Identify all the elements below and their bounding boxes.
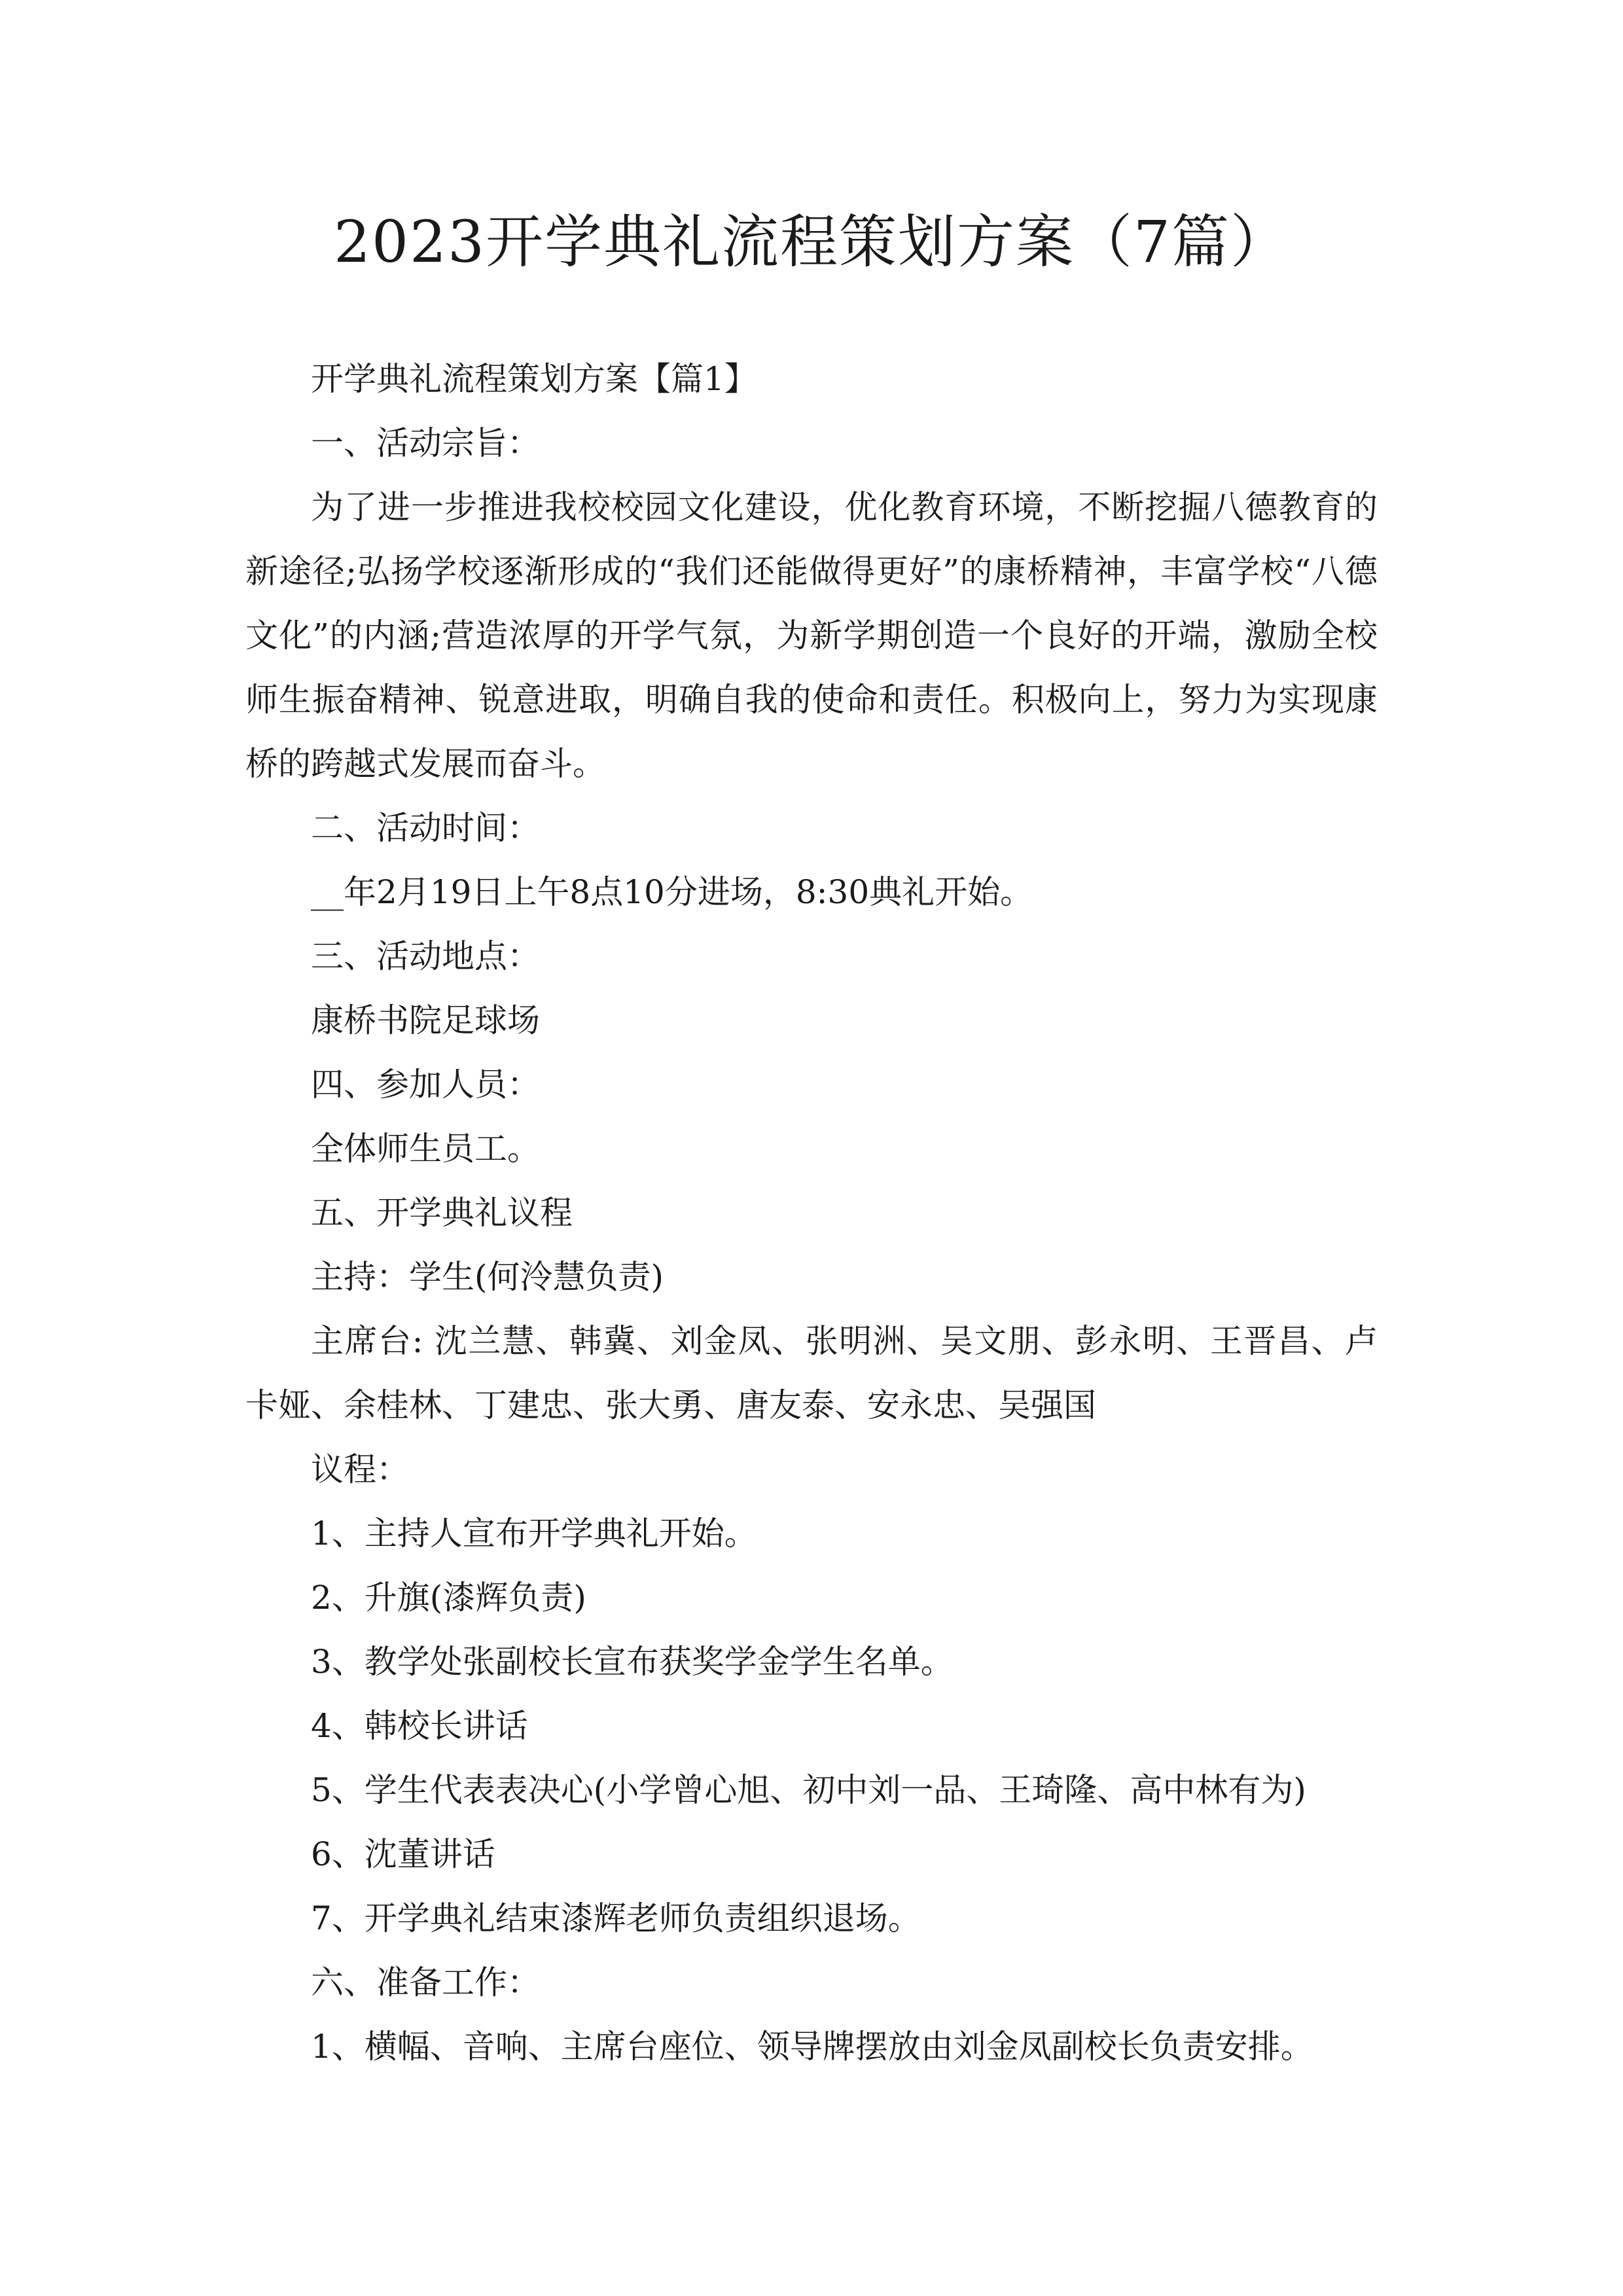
body-paragraph: 主持：学生(何泠慧负责) [311, 1258, 664, 1296]
list-item: 6、沈董讲话 [311, 1835, 495, 1873]
document-body [245, 347, 1378, 2079]
list-item: 2、升旗(漆辉负责) [311, 1579, 586, 1617]
section-heading: 三、活动地点： [311, 937, 540, 975]
document-title: 2023开学典礼流程策划方案（7篇） [334, 208, 1289, 276]
list-item: 7、开学典礼结束漆辉老师负责组织退场。 [311, 1899, 921, 1937]
list-item: 5、学生代表表决心(小学曾心旭、初中刘一品、王琦隆、高中林有为) [311, 1771, 1306, 1809]
list-item: 1、主持人宣布开学典礼开始。 [311, 1515, 757, 1552]
section-heading: 六、准备工作： [311, 1964, 540, 2001]
list-item: 1、横幅、音响、主席台座位、领导牌摆放由刘金凤副校长负责安排。 [311, 2028, 1313, 2066]
body-paragraph: __年2月19日上午8点10分进场，8:30典礼开始。 [311, 873, 1033, 911]
body-paragraph: 全体师生员工。 [311, 1130, 540, 1168]
section-heading: 二、活动时间： [311, 809, 540, 847]
body-paragraph: 主席台: 沈兰慧、韩冀、刘金凤、张明洲、吴文朋、彭永明、王晋昌、卢卡娅、余桂林、丁建忠、张大勇、唐友泰、安永忠、吴强国 [245, 1322, 1378, 1424]
body-paragraph: 康桥书院足球场 [311, 1001, 540, 1039]
body-paragraph: 为了进一步推进我校校园文化建设，优化教育环境，不断挖掘八德教育的新途径;弘扬学校逐渐形成的“我们还能做得更好”的康桥精神，丰富学校“八德文化”的内涵;营造浓厚的开学气氛，为新学期创造一个良好的开端，激励全校师生振奋精神、锐意进取，明确自我的使命和责任。积极向上，努力为实现康桥的跨越式发展而奋斗。 [245, 488, 1378, 783]
list-item: 4、韩校长讲话 [311, 1707, 528, 1745]
section-heading: 一、活动宗旨： [311, 424, 540, 462]
section-heading: 议程： [311, 1450, 409, 1488]
list-item: 3、教学处张副校长宣布获奖学金学生名单。 [311, 1643, 954, 1681]
section-heading: 五、开学典礼议程 [311, 1194, 573, 1232]
section-heading: 开学典礼流程策划方案【篇1】 [311, 360, 757, 398]
section-heading: 四、参加人员： [311, 1066, 540, 1103]
